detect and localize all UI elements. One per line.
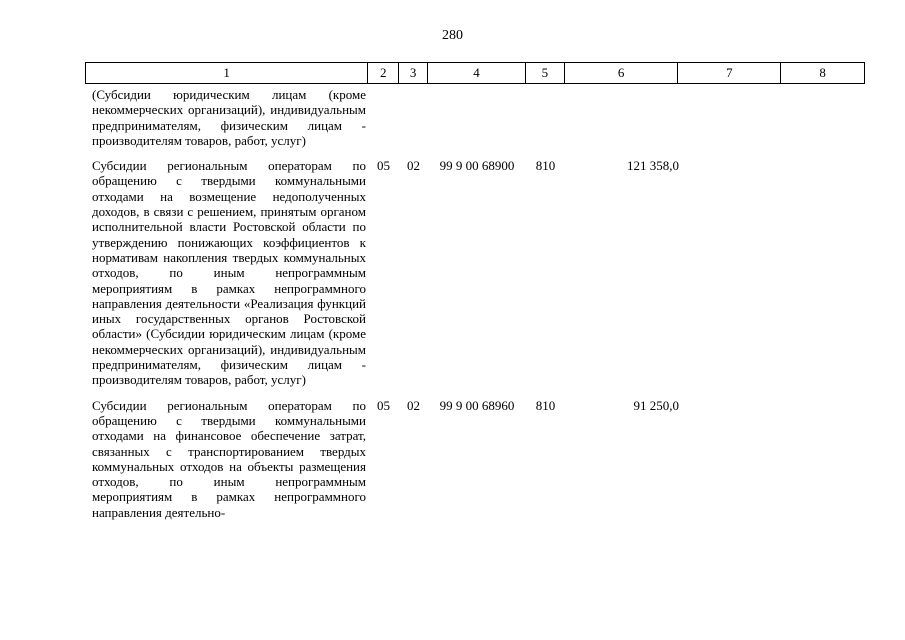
header-col-3: 3: [399, 63, 428, 83]
row-description: (Субсидии юридическим лицам (кроме некоммерческих организаций), индивидуальным предпринимателям, физическим лицам - производителям товаров, работ, услуг): [92, 87, 366, 148]
table-header: [85, 62, 865, 84]
row-amount: 91 250,0: [633, 397, 679, 413]
row-target-article: 99 9 00 68960: [439, 397, 515, 413]
header-col-4: 4: [428, 63, 526, 83]
table-body: [85, 87, 865, 520]
header-col-6: 6: [565, 63, 679, 83]
table-row: [85, 398, 865, 520]
row-expense-type: 810: [535, 158, 556, 174]
header-col-7: 7: [678, 63, 781, 83]
row-target-article: 99 9 00 68900: [439, 158, 515, 174]
page-number: 280: [442, 28, 463, 43]
table-row: [85, 87, 865, 148]
row-section: 05: [377, 397, 390, 413]
header-col-2: 2: [368, 63, 399, 83]
header-col-8: 8: [819, 65, 826, 80]
header-col-5: 5: [526, 63, 565, 83]
row-expense-type: 810: [535, 397, 556, 413]
header-col-1: 1: [86, 63, 368, 83]
row-description: Субсидии региональным операторам по обращению с твердыми коммунальными отходами на финансовое обеспечение затрат, связанных с транспортированием твердых коммунальных отходов на объекты размещения отходов, по иным непрограммным мероприятиям в рамках непрограммного направления деятельно-: [92, 397, 366, 520]
row-gap: [85, 148, 865, 158]
row-section: 05: [377, 158, 390, 174]
row-subsection: 02: [407, 397, 420, 413]
row-description: Субсидии региональным операторам по обращению с твердыми коммунальными отходами на возмещение недополученных доходов, в связи с решением, принятым органом исполнительной власти Ростовской области по утверждению понижающих коэффициентов к нормативам накопления твердых коммунальных отходов, по иным непрограммным мероприятиям в рамках непрограммного направления деятельности «Реализация функций иных государственных органов Ростовской области» (Субсидии юридическим лицам (кроме некоммерческих организаций), индивидуальным предпринимателям, физическим лицам - производителям товаров, работ, услуг): [92, 158, 366, 388]
row-gap: [85, 388, 865, 398]
row-amount: 121 358,0: [627, 158, 679, 174]
table-row: [85, 158, 865, 387]
row-subsection: 02: [407, 158, 420, 174]
